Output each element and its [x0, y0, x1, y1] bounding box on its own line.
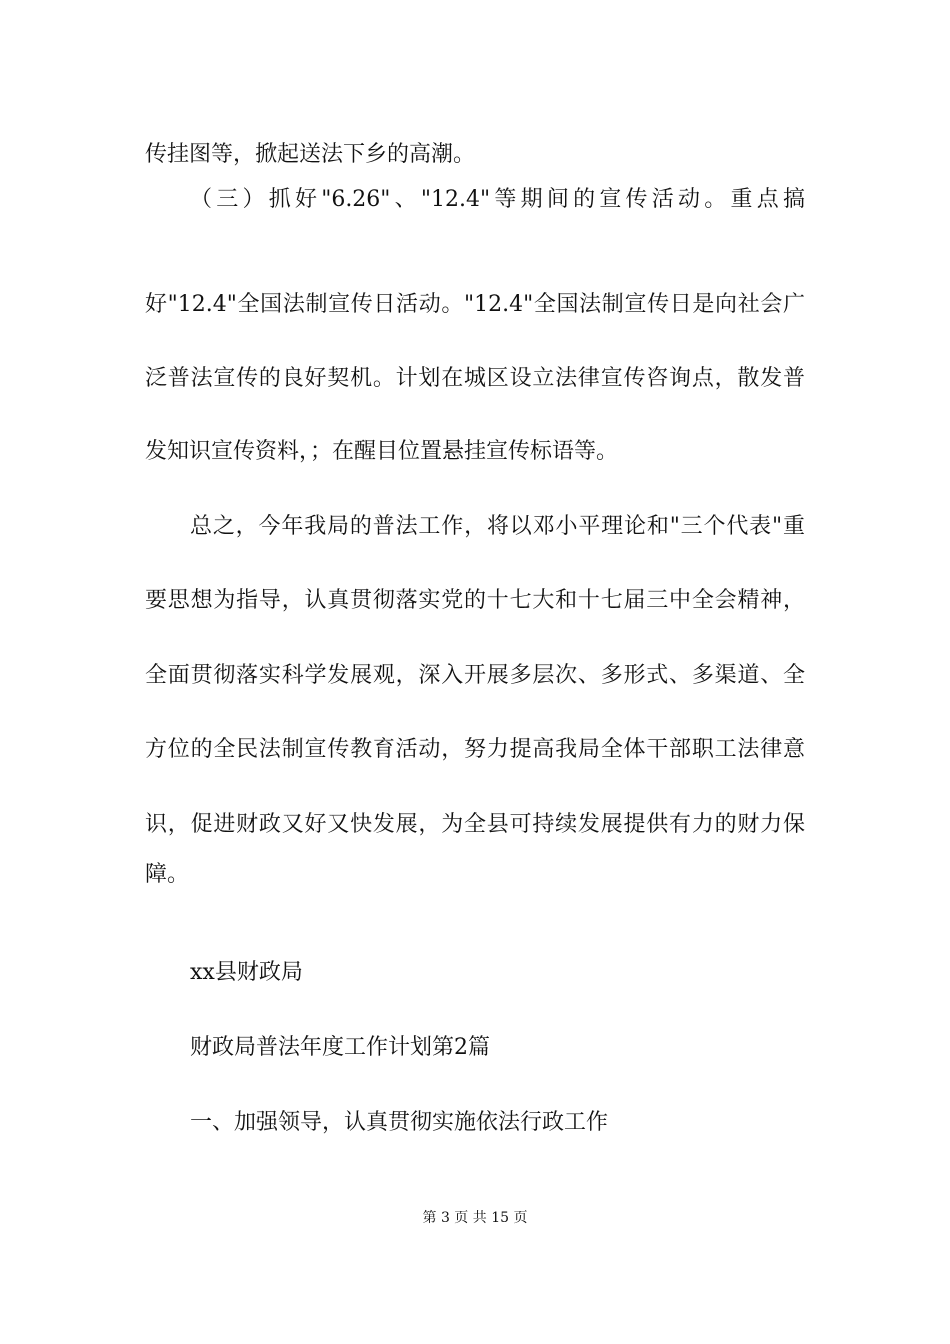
summary-paragraph-line-1: 总之，今年我局的普法工作，将以邓小平理论和"三个代表"重 — [190, 514, 805, 539]
section-title: 财政局普法年度工作计划第2篇 — [190, 1035, 490, 1060]
paragraph-3-line-1: （三）抓好"6.26"、"12.4"等期间的宣传活动。重点搞 — [190, 187, 805, 212]
summary-paragraph-line-3: 全面贯彻落实科学发展观，深入开展多层次、多形式、多渠道、全 — [145, 663, 805, 688]
summary-paragraph-line-2: 要思想为指导，认真贯彻落实党的十七大和十七届三中全会精神， — [145, 588, 805, 613]
section-heading-1: 一、加强领导，认真贯彻实施依法行政工作 — [190, 1110, 609, 1135]
summary-paragraph-line-6: 障。 — [145, 862, 190, 887]
page-number-footer: 第 3 页 共 15 页 — [422, 1210, 528, 1226]
signature-organization: xx县财政局 — [190, 960, 303, 985]
paragraph-3-line-3: 泛普法宣传的良好契机。计划在城区设立法律宣传咨询点，散发普 — [145, 366, 805, 391]
text-line-continuation: 传挂图等，掀起送法下乡的高潮。 — [145, 142, 476, 167]
paragraph-3-line-4: 发知识宣传资料，；在醒目位置悬挂宣传标语等。 — [145, 439, 619, 464]
paragraph-3-line-2: 好"12.4"全国法制宣传日活动。"12.4"全国法制宣传日是向社会广 — [145, 292, 805, 317]
summary-paragraph-line-5: 识，促进财政又好又快发展，为全县可持续发展提供有力的财力保 — [145, 812, 805, 837]
summary-paragraph-line-4: 方位的全民法制宣传教育活动，努力提高我局全体干部职工法律意 — [145, 737, 805, 762]
